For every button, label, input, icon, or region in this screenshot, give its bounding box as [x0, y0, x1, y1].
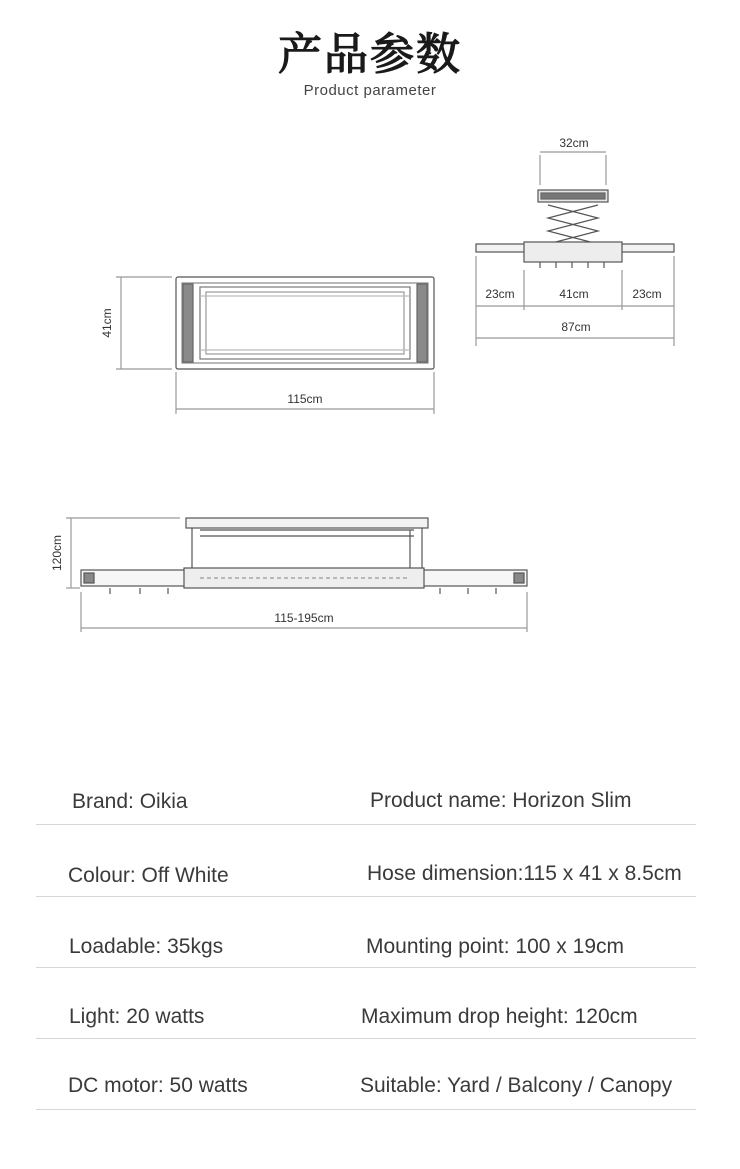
side-view-top-label: 32cm	[559, 136, 589, 150]
spec-divider	[36, 824, 696, 825]
page-subtitle: Product parameter	[303, 82, 437, 99]
top-view-depth-label: 41cm	[100, 308, 114, 338]
spec-light: Light: 20 watts	[69, 1005, 205, 1028]
spec-divider	[36, 1038, 696, 1039]
side-view-diagram	[476, 152, 674, 346]
spec-suitable: Suitable: Yard / Balcony / Canopy	[360, 1074, 673, 1097]
top-view-diagram	[116, 277, 434, 414]
spec-divider	[36, 1109, 696, 1110]
side-view-right-label: 23cm	[632, 287, 662, 301]
spec-max-drop: Maximum drop height: 120cm	[361, 1005, 638, 1028]
spec-dc-motor: DC motor: 50 watts	[68, 1074, 248, 1097]
spec-colour: Colour: Off White	[68, 864, 229, 887]
spec-divider	[36, 896, 696, 897]
spec-hose-dimension: Hose dimension:115 x 41 x 8.5cm	[367, 862, 682, 885]
page-title: 产品参数	[278, 29, 462, 80]
front-view-width-label: 115-195cm	[274, 611, 334, 625]
front-view-height-label: 120cm	[50, 534, 64, 572]
side-view-total-label: 87cm	[561, 320, 591, 334]
side-view-mid-label: 41cm	[559, 287, 589, 301]
side-view-left-label: 23cm	[485, 287, 515, 301]
top-view-width-label: 115cm	[287, 392, 323, 406]
spec-brand: Brand: Oikia	[72, 790, 188, 813]
spec-loadable: Loadable: 35kgs	[69, 935, 224, 958]
spec-product-name: Product name: Horizon Slim	[370, 789, 632, 812]
spec-divider	[36, 967, 696, 968]
spec-mounting-point: Mounting point: 100 x 19cm	[366, 935, 624, 958]
